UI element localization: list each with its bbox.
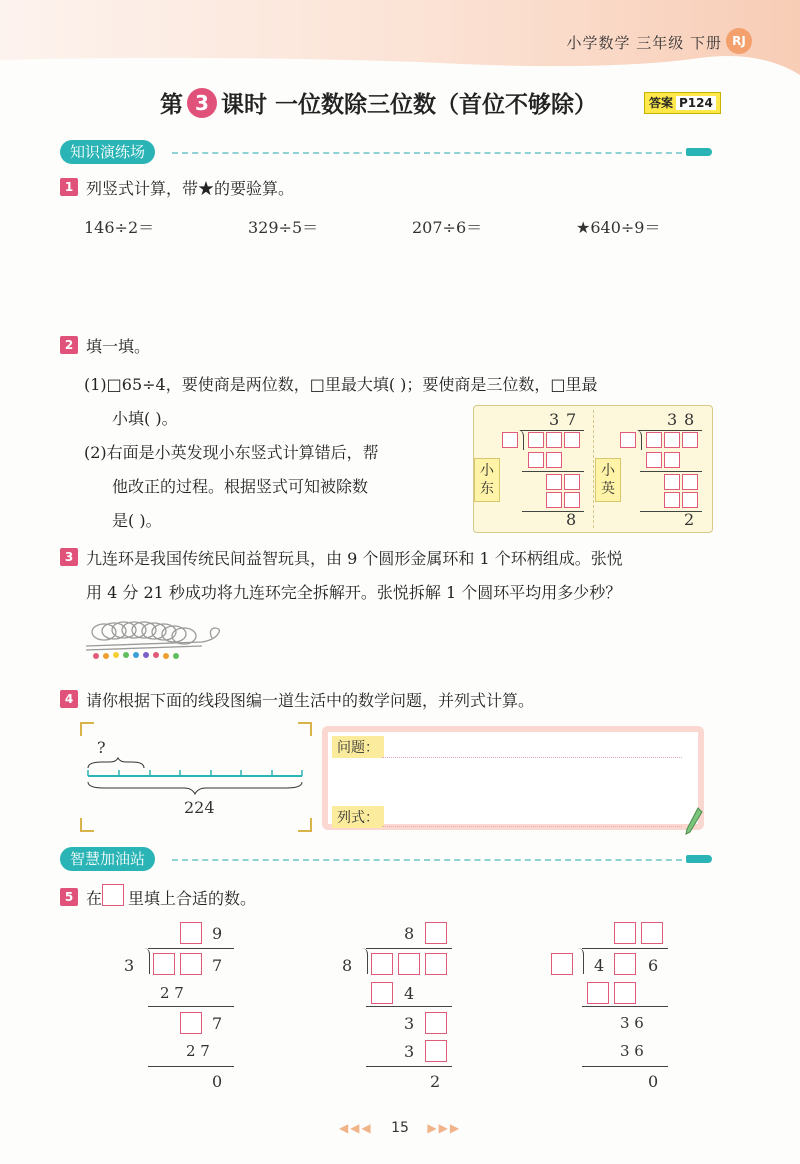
section-divider-2 <box>172 859 682 861</box>
answer-page: P124 <box>676 96 716 110</box>
div1-quotient-box[interactable] <box>180 922 202 944</box>
div2-quotient-box[interactable] <box>425 922 447 944</box>
div2-step-box-3[interactable] <box>425 1040 447 1062</box>
lesson-number: 3 <box>187 88 217 118</box>
div3-dividend-3: 6 <box>648 956 659 975</box>
right-step-box-5[interactable] <box>664 492 680 508</box>
question-1-text: 列竖式计算，带★的要验算。 <box>86 179 295 198</box>
lesson-title <box>160 86 597 119</box>
answer-tag <box>644 92 721 114</box>
div3-dividend-box[interactable] <box>614 953 636 975</box>
div1-dividend-digit: 7 <box>212 956 223 975</box>
left-step-box-1[interactable] <box>528 452 544 468</box>
rj-badge: RJ <box>726 28 752 54</box>
div2-step-box-1[interactable] <box>371 982 393 1004</box>
answer-label: 答案 <box>649 96 674 110</box>
segment-total: 224 <box>184 798 215 817</box>
q3-line-1: 九连环是我国传统民间益智玩具，由 9 个圆形金属环和 1 个环柄组成。张悦 <box>86 549 623 568</box>
right-remainder: 2 <box>684 510 695 529</box>
question-4-text: 请你根据下面的线段图编一道生活中的数学问题，并列式计算。 <box>86 691 535 710</box>
div2-dividend-box-3[interactable] <box>425 953 447 975</box>
div3-dividend-1: 4 <box>594 956 605 975</box>
left-remainder: 8 <box>566 510 577 529</box>
div3-step-box-1[interactable] <box>587 982 609 1004</box>
left-dividend-box-3[interactable] <box>564 432 580 448</box>
q1-expr-1: 146÷2＝ <box>84 218 155 237</box>
line-segment-diagram <box>84 756 308 800</box>
right-bracket-arc <box>636 430 642 450</box>
card-divider <box>593 410 594 528</box>
frame-corner-tr <box>298 722 312 736</box>
left-dividend-box-1[interactable] <box>528 432 544 448</box>
frame-corner-br <box>298 818 312 832</box>
label-xiaoying: 小英 <box>595 458 621 502</box>
div1-quotient-digit: 9 <box>212 924 223 943</box>
div1-dividend-box-1[interactable] <box>153 953 175 975</box>
frame-corner-tl <box>80 722 94 736</box>
right-step-box-4[interactable] <box>682 474 698 490</box>
q5-sample-box <box>102 884 124 906</box>
left-dividend-box-2[interactable] <box>546 432 562 448</box>
div2-step1: 4 <box>404 984 415 1003</box>
left-line-1 <box>522 471 584 472</box>
right-step-box-6[interactable] <box>682 492 698 508</box>
left-step-box-6[interactable] <box>564 492 580 508</box>
div1-bracket-top <box>148 948 234 949</box>
right-dividend-box-1[interactable] <box>646 432 662 448</box>
section-challenge: 智慧加油站 <box>60 847 155 871</box>
q1-expr-3: 207÷6＝ <box>412 218 483 237</box>
page-footer <box>0 1120 800 1136</box>
segment-question-mark: ? <box>97 738 106 757</box>
div2-dividend-box-1[interactable] <box>371 953 393 975</box>
right-quotient-1: 3 <box>667 410 678 429</box>
right-line-1 <box>640 471 702 472</box>
left-bracket-top <box>520 430 584 431</box>
question-1-number: 1 <box>60 178 78 196</box>
div2-line-2 <box>366 1066 452 1067</box>
div2-line-1 <box>366 1006 452 1007</box>
right-dividend-box-2[interactable] <box>664 432 680 448</box>
q2-part2-line1: (2)右面是小英发现小东竖式计算错后，帮 <box>84 443 379 462</box>
left-step-box-5[interactable] <box>546 492 562 508</box>
section-practice: 知识演练场 <box>60 140 155 164</box>
pen-icon <box>686 148 712 156</box>
right-divisor-box[interactable] <box>620 432 636 448</box>
div1-remainder-digit: 7 <box>212 1014 223 1033</box>
label-xiaodong: 小东 <box>474 458 500 502</box>
formula-line[interactable] <box>382 826 682 827</box>
right-dividend-box-3[interactable] <box>682 432 698 448</box>
left-bracket-arc <box>518 430 524 450</box>
right-step-box-3[interactable] <box>664 474 680 490</box>
section-divider <box>172 152 682 154</box>
q2-part2-line2: 他改正的过程。根据竖式可知被除数 <box>112 477 369 496</box>
div2-quotient-digit: 8 <box>404 924 415 943</box>
div1-dividend-box-2[interactable] <box>180 953 202 975</box>
title-text: 课时 一位数除三位数（首位不够除） <box>221 92 598 118</box>
right-quotient-2: 8 <box>684 410 695 429</box>
q5-text-pre: 在 <box>86 889 103 908</box>
div2-dividend-box-2[interactable] <box>398 953 420 975</box>
q2-part2-line3: 是( )。 <box>112 511 162 530</box>
div1-remainder-box[interactable] <box>180 1012 202 1034</box>
q3-line-2: 用 4 分 21 秒成功将九连环完全拆解开。张悦拆解 1 个圆环平均用多少秒？ <box>86 583 622 602</box>
div3-r1: 3 6 <box>620 1014 644 1032</box>
left-quotient-1: 3 <box>549 410 560 429</box>
div3-bracket-top <box>582 948 668 949</box>
div2-bracket-arc <box>362 948 368 974</box>
left-step-box-4[interactable] <box>564 474 580 490</box>
right-step-box-1[interactable] <box>646 452 662 468</box>
div2-step-box-2[interactable] <box>425 1012 447 1034</box>
div3-final: 0 <box>648 1072 659 1091</box>
div3-line-2 <box>582 1066 668 1067</box>
problem-line[interactable] <box>382 757 682 758</box>
formula-label: 列式： <box>332 806 384 828</box>
problem-label: 问题： <box>332 736 384 758</box>
title-prefix: 第 <box>160 92 183 118</box>
div1-step1: 2 7 <box>160 984 184 1002</box>
div3-step-box-2[interactable] <box>614 982 636 1004</box>
question-3-number: 3 <box>60 548 78 566</box>
left-step-box-2[interactable] <box>546 452 562 468</box>
div2-bracket-top <box>366 948 452 949</box>
div3-divisor-box[interactable] <box>551 953 573 975</box>
div1-line-1 <box>148 1006 234 1007</box>
question-4-number: 4 <box>60 690 78 708</box>
div3-bracket-arc <box>578 948 584 974</box>
q1-expr-2: 329÷5＝ <box>248 218 319 237</box>
div3-quotient-box-1[interactable] <box>614 922 636 944</box>
left-quotient-2: 7 <box>566 410 577 429</box>
next-arrows-icon: ▶▶▶ <box>427 1121 462 1135</box>
div3-quotient-box-2[interactable] <box>641 922 663 944</box>
div1-divisor: 3 <box>124 956 135 975</box>
div2-final: 2 <box>430 1072 441 1091</box>
q2-part1-line2: 小填( )。 <box>112 409 178 428</box>
q5-text-post: 里填上合适的数。 <box>128 889 257 908</box>
pen-icon <box>686 855 712 863</box>
left-divisor-box[interactable] <box>502 432 518 448</box>
div1-step2: 2 7 <box>186 1042 210 1060</box>
q2-part1-line1: (1)□65÷4，要使商是两位数，□里最大填( )；要使商是三位数，□里最 <box>84 375 598 394</box>
prev-arrows-icon: ◀◀◀ <box>338 1121 373 1135</box>
div1-final: 0 <box>212 1072 223 1091</box>
div2-step2: 3 <box>404 1042 415 1061</box>
div3-line-1 <box>582 1006 668 1007</box>
question-5-number: 5 <box>60 888 78 906</box>
div3-step2: 3 6 <box>620 1042 644 1060</box>
question-2-number: 2 <box>60 336 78 354</box>
div2-divisor: 8 <box>342 956 353 975</box>
question-2-text: 填一填。 <box>86 337 151 356</box>
nine-linked-rings-image <box>82 610 227 668</box>
series-label: 小学数学 三年级 下册 <box>566 34 722 52</box>
page-number: 15 <box>391 1120 409 1136</box>
div2-r1: 3 <box>404 1014 415 1033</box>
left-step-box-3[interactable] <box>546 474 562 490</box>
div1-line-2 <box>148 1066 234 1067</box>
right-step-box-2[interactable] <box>664 452 680 468</box>
right-bracket-top <box>638 430 702 431</box>
div1-bracket-arc <box>144 948 150 974</box>
q1-expr-4: ★640÷9＝ <box>576 218 661 237</box>
frame-corner-bl <box>80 818 94 832</box>
pencil-icon <box>684 806 704 836</box>
